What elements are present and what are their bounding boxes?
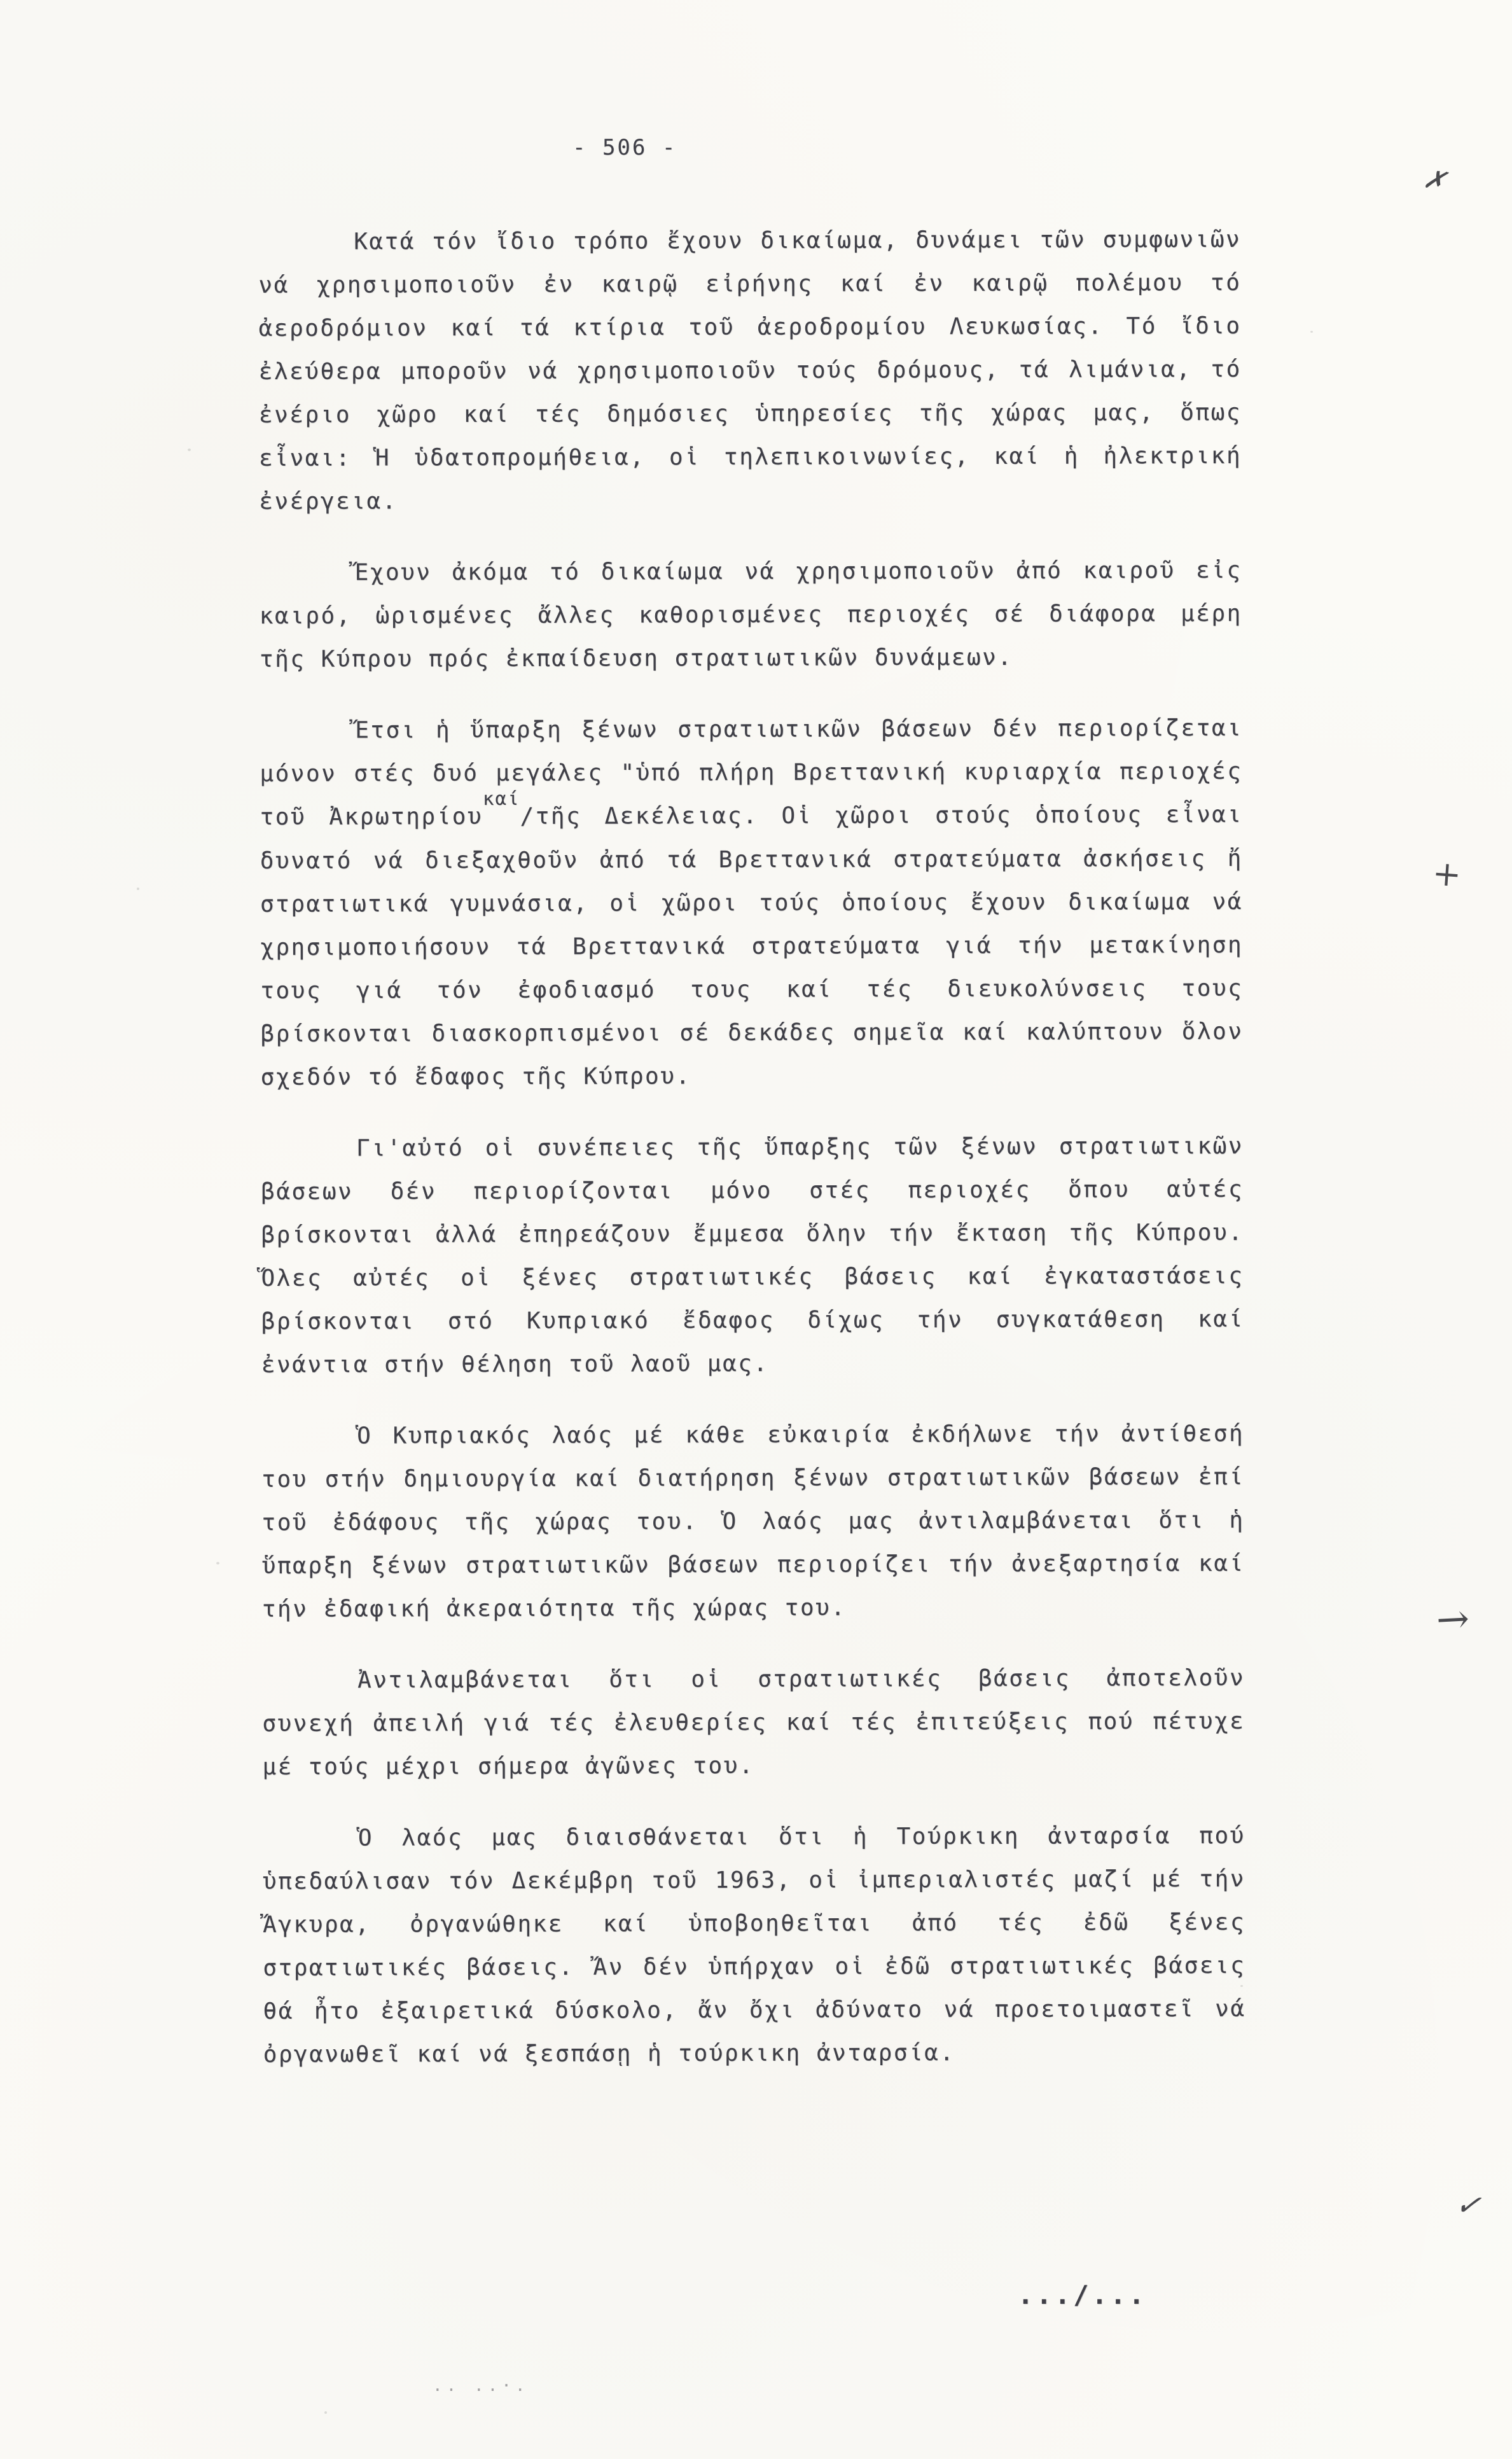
continuation-mark: .../... (1018, 2281, 1148, 2310)
paragraph-2: Ἔχουν ἀκόμα τό δικαίωμα νά χρησιμοποιοῦν ἀπό καιροῦ εἰς καιρό, ὡρισμένες ἄλλες καθορισμένες περιοχές σέ διάφορα μέρη τῆς Κύπρου πρός ἐκπαίδευση στρατιωτικῶν δυνάμεων. (259, 557, 1242, 673)
paragraph-3-text-after: /τῆς Δεκέλειας. Οἱ χῶροι στούς ὁποίους εἶναι δυνατό νά διεξαχθοῦν ἀπό τά Βρεττανικά στρατεύματα ἀσκήσεις ἤ στρατιωτικά γυμνάσια, οἱ χῶροι τούς ὁποίους ἔχουν δικαίωμα νά χρησιμοποιήσουν τά Βρεττανικά στρατεύματα γιά τήν μετακίνηση τους γιά τόν ἐφοδιασμό τους καί τές διευκολύνσεις τους βρίσκονται διασκορπισμένοι σέ δεκάδες σημεῖα καί καλύπτουν ὅλον σχεδόν τό ἔδαφος τῆς Κύπρου. (260, 801, 1244, 1091)
scan-speck (324, 2411, 327, 2414)
paragraph-6: Ἀντιλαμβάνεται ὅτι οἱ στρατιωτικές βάσεις ἀποτελοῦν συνεχή ἀπειλή γιά τές ἐλευθερίες καί τές ἐπιτεύξεις πού πέτυχε μέ τούς μέχρι σήμερα ἀγῶνες του. (262, 1664, 1245, 1781)
handwritten-arrow-mark: → (1435, 1594, 1471, 1643)
paragraph-5: Ὁ Κυπριακός λαός μέ κάθε εὐκαιρία ἐκδήλωνε τήν ἀντίθεσή του στήν δημιουργία καί διατήρηση ξένων στρατιωτικῶν βάσεων ἐπί τοῦ ἐδάφους τῆς χώρας του. Ὁ λαός μας ἀντιλαμβάνεται ὅτι ἡ ὕπαρξη ξένων στρατιωτικῶν βάσεων περιορίζει τήν ἀνεξαρτησία καί τήν ἐδαφική ἀκεραιότητα τῆς χώρας του. (261, 1420, 1245, 1623)
handwritten-plus-mark: + (1431, 853, 1463, 895)
typed-insertion-above-line: καί (482, 787, 520, 810)
scan-speck (137, 888, 139, 890)
paragraph-4: Γι'αὐτό οἱ συνέπειες τῆς ὕπαρξης τῶν ξένων στρατιωτικῶν βάσεων δέν περιορίζονται μόνο στές περιοχές ὅπου αὐτές βρίσκονται ἀλλά ἐπηρεάζουν ἔμμεσα ὅλην τήν ἔκταση τῆς Κύπρου. Ὅλες αὐτές οἱ ξένες στρατιωτικές βάσεις καί ἐγκαταστάσεις βρίσκονται στό Κυπριακό ἔδαφος δίχως τήν συγκατάθεση καί ἐνάντια στήν θέληση τοῦ λαοῦ μας. (261, 1132, 1244, 1379)
scan-smudge-marks: .. ..·. (433, 2376, 529, 2395)
scan-speck (1240, 1985, 1243, 1987)
paragraph-3 (260, 707, 1244, 1099)
handwritten-x-mark: ✗ (1420, 162, 1449, 198)
scan-speck (216, 1562, 219, 1564)
page-number: - 506 - (572, 135, 677, 160)
paragraph-7: Ὁ λαός μας διαισθάνεται ὅτι ἡ Τούρκικη ἀνταρσία πού ὑπεδαύλισαν τόν Δεκέμβρη τοῦ 1963, οἱ ἰμπεριαλιστές μαζί μέ τήν Ἄγκυρα, ὀργανώθηκε καί ὑποβοηθεῖται ἀπό τές ἐδῶ ξένες στρατιωτικές βάσεις. Ἄν δέν ὑπήρχαν οἱ ἐδῶ στρατιωτικές βάσεις θά ἦτο ἐξαιρετικά δύσκολο, ἄν ὄχι ἀδύνατο νά προετοιμαστεῖ νά ὀργανωθεῖ καί νά ξεσπάσῃ ἡ τούρκικη ἀνταρσία. (262, 1822, 1246, 2068)
scan-speck (1310, 331, 1313, 333)
paragraph-3-text-before: Ἔτσι ἡ ὕπαρξη ξένων στρατιωτικῶν βάσεων δέν περιορίζεται μόνον στές δυό μεγάλες "ὑπό πλήρη Βρεττανική κυριαρχία περιοχές τοῦ Ἀκρωτηρίου (260, 714, 1243, 831)
document-body (258, 218, 1246, 2105)
paragraph-1: Κατά τόν ἴδιο τρόπο ἔχουν δικαίωμα, δυνάμει τῶν συμφωνιῶν νά χρησιμοποιοῦν ἐν καιρῷ εἰρήνης καί ἐν καιρῷ πολέμου τό ἀεροδρόμιον καί τά κτίρια τοῦ ἀεροδρομίου Λευκωσίας. Τό ἴδιο ἐλεύθερα μποροῦν νά χρησιμοποιοῦν τούς δρόμους, τά λιμάνια, τό ἐνέριο χῶρο καί τές δημόσιες ὑπηρεσίες τῆς χώρας μας, ὅπως εἶναι: Ἡ ὑδατοπρομήθεια, οἱ τηλεπικοινωνίες, καί ἡ ἠλεκτρική ἐνέργεια. (258, 226, 1242, 515)
scan-speck (188, 449, 191, 451)
handwritten-check-mark: ✓ (1453, 2185, 1483, 2225)
